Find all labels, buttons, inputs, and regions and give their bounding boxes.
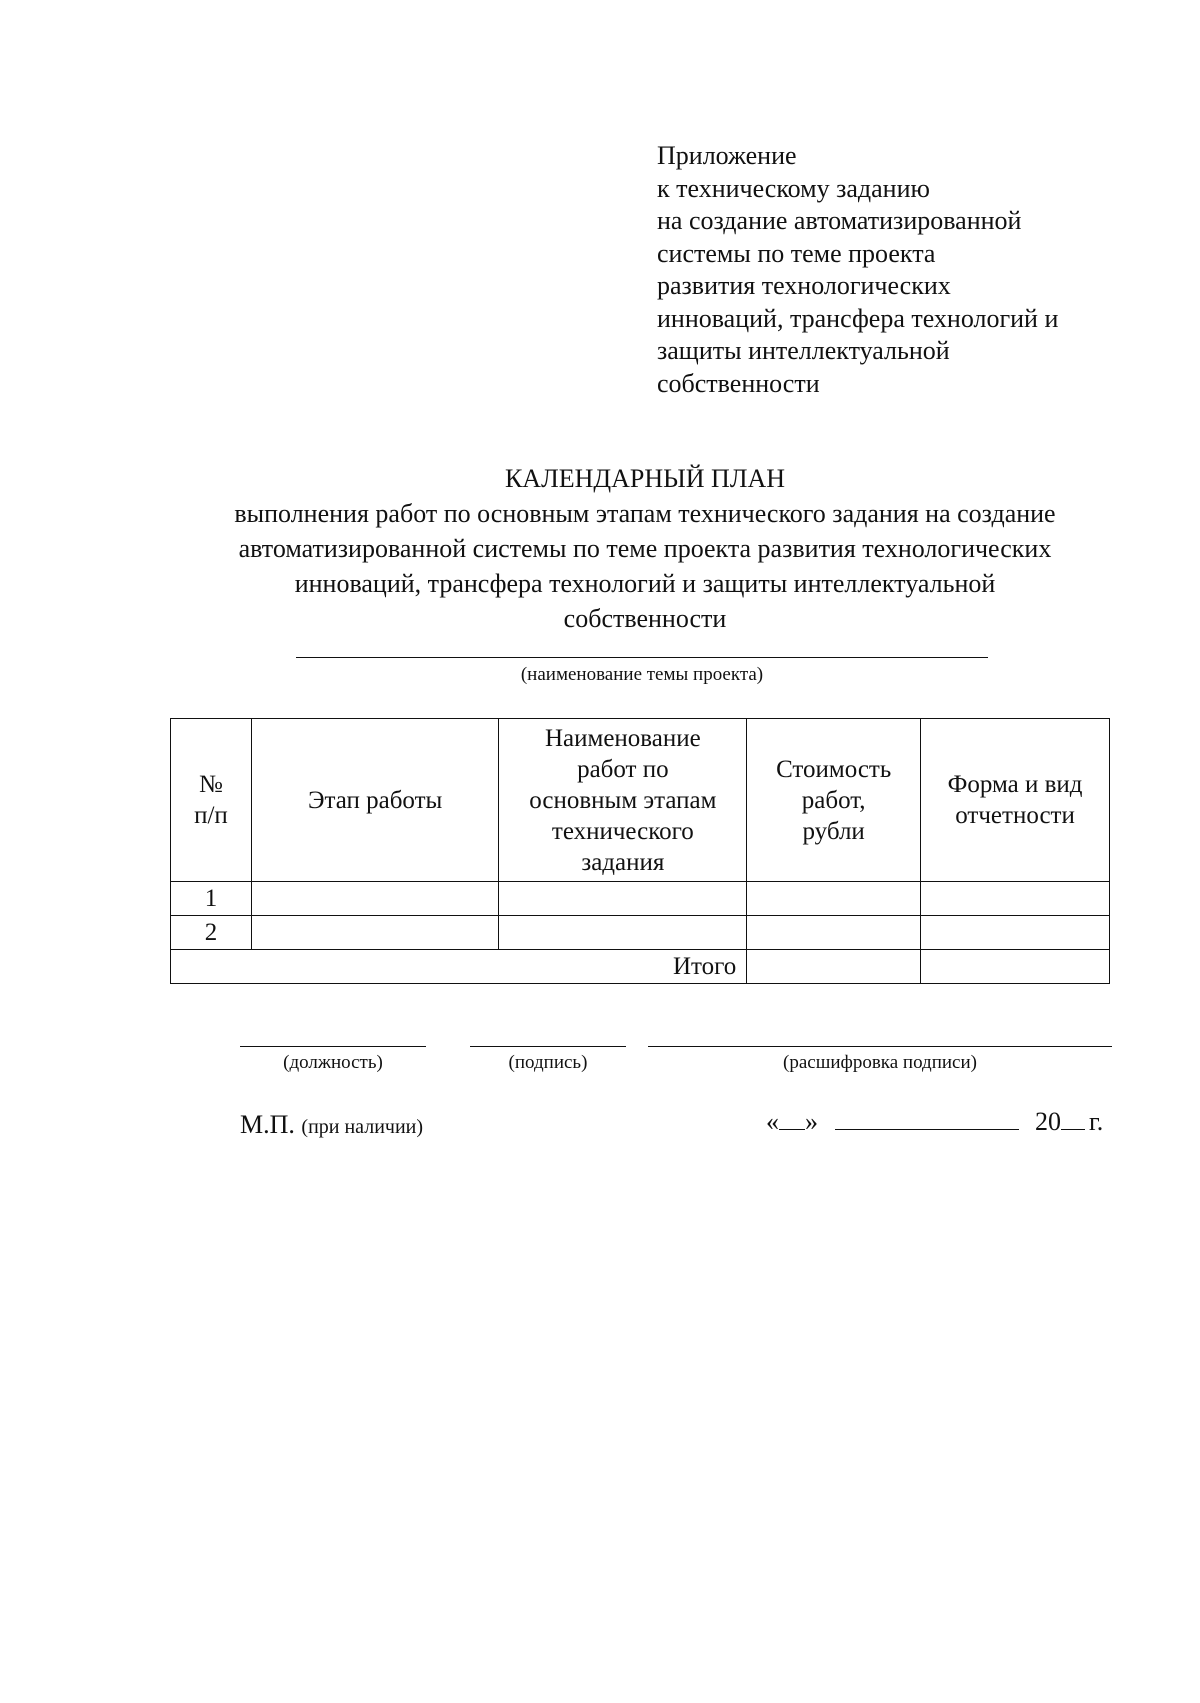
- appendix-note: [657, 140, 1137, 400]
- appendix-line: защиты интеллектуальной: [657, 336, 950, 365]
- appendix-line: к техническому заданию: [657, 173, 930, 203]
- header-works: Наименование работ по основным этапам технического задания: [499, 719, 747, 882]
- total-cost-cell[interactable]: [747, 950, 921, 984]
- row-number: 1: [171, 882, 252, 916]
- calendar-plan-table: [170, 718, 1110, 984]
- title-line: инноваций, трансфера технологий и защиты интеллектуальной: [294, 569, 996, 598]
- stage-cell[interactable]: [251, 916, 499, 950]
- cost-cell[interactable]: [747, 882, 921, 916]
- title-line: автоматизированной системы по теме проекта развития технологических: [238, 534, 1052, 563]
- header-stage: Этап работы: [251, 719, 499, 882]
- stamp-note: (при наличии): [301, 1116, 424, 1138]
- signature-decode-field[interactable]: [648, 1046, 1112, 1047]
- table-header-row: [171, 719, 1110, 882]
- report-cell[interactable]: [921, 882, 1110, 916]
- title-heading: КАЛЕНДАРНЫЙ ПЛАН: [504, 464, 786, 493]
- document-title: [120, 461, 1170, 636]
- project-topic-field[interactable]: [296, 657, 988, 658]
- appendix-line: системы по теме проекта: [657, 238, 936, 268]
- appendix-line: собственности: [657, 368, 820, 398]
- stamp-label: М.П.: [240, 1110, 295, 1139]
- total-row: [171, 950, 1110, 984]
- title-line: выполнения работ по основным этапам технического задания на создание: [234, 499, 1056, 528]
- appendix-line: развития технологических: [657, 271, 951, 300]
- position-caption: (должность): [283, 1052, 383, 1073]
- signature-decode-caption: (расшифровка подписи): [783, 1052, 977, 1073]
- works-cell[interactable]: [499, 916, 747, 950]
- row-number: 2: [171, 916, 252, 950]
- date-open-quote: «: [766, 1107, 779, 1136]
- year-prefix: 20: [1035, 1107, 1061, 1136]
- year-suffix: г.: [1089, 1107, 1104, 1136]
- table-row: [171, 916, 1110, 950]
- day-field[interactable]: [779, 1107, 805, 1130]
- date-field: [766, 1107, 1103, 1137]
- appendix-line: на создание автоматизированной: [657, 206, 1022, 235]
- title-line: собственности: [563, 604, 727, 633]
- header-cost: Стоимость работ, рубли: [747, 719, 921, 882]
- header-number: № п/п: [171, 719, 252, 882]
- stage-cell[interactable]: [251, 882, 499, 916]
- table-row: [171, 882, 1110, 916]
- cost-cell[interactable]: [747, 916, 921, 950]
- month-field[interactable]: [835, 1107, 1019, 1130]
- total-report-cell[interactable]: [921, 950, 1110, 984]
- position-field[interactable]: [240, 1046, 426, 1047]
- signature-field[interactable]: [470, 1046, 626, 1047]
- year-field[interactable]: [1061, 1107, 1085, 1130]
- works-cell[interactable]: [499, 882, 747, 916]
- header-report: Форма и вид отчетности: [921, 719, 1110, 882]
- appendix-line: Приложение: [657, 141, 797, 170]
- total-label: Итого: [171, 950, 747, 984]
- date-close-quote: »: [805, 1107, 818, 1136]
- signature-caption: (подпись): [508, 1052, 588, 1073]
- project-topic-caption: (наименование темы проекта): [520, 664, 764, 685]
- stamp-place: [240, 1110, 423, 1140]
- appendix-line: инноваций, трансфера технологий и: [657, 303, 1059, 333]
- report-cell[interactable]: [921, 916, 1110, 950]
